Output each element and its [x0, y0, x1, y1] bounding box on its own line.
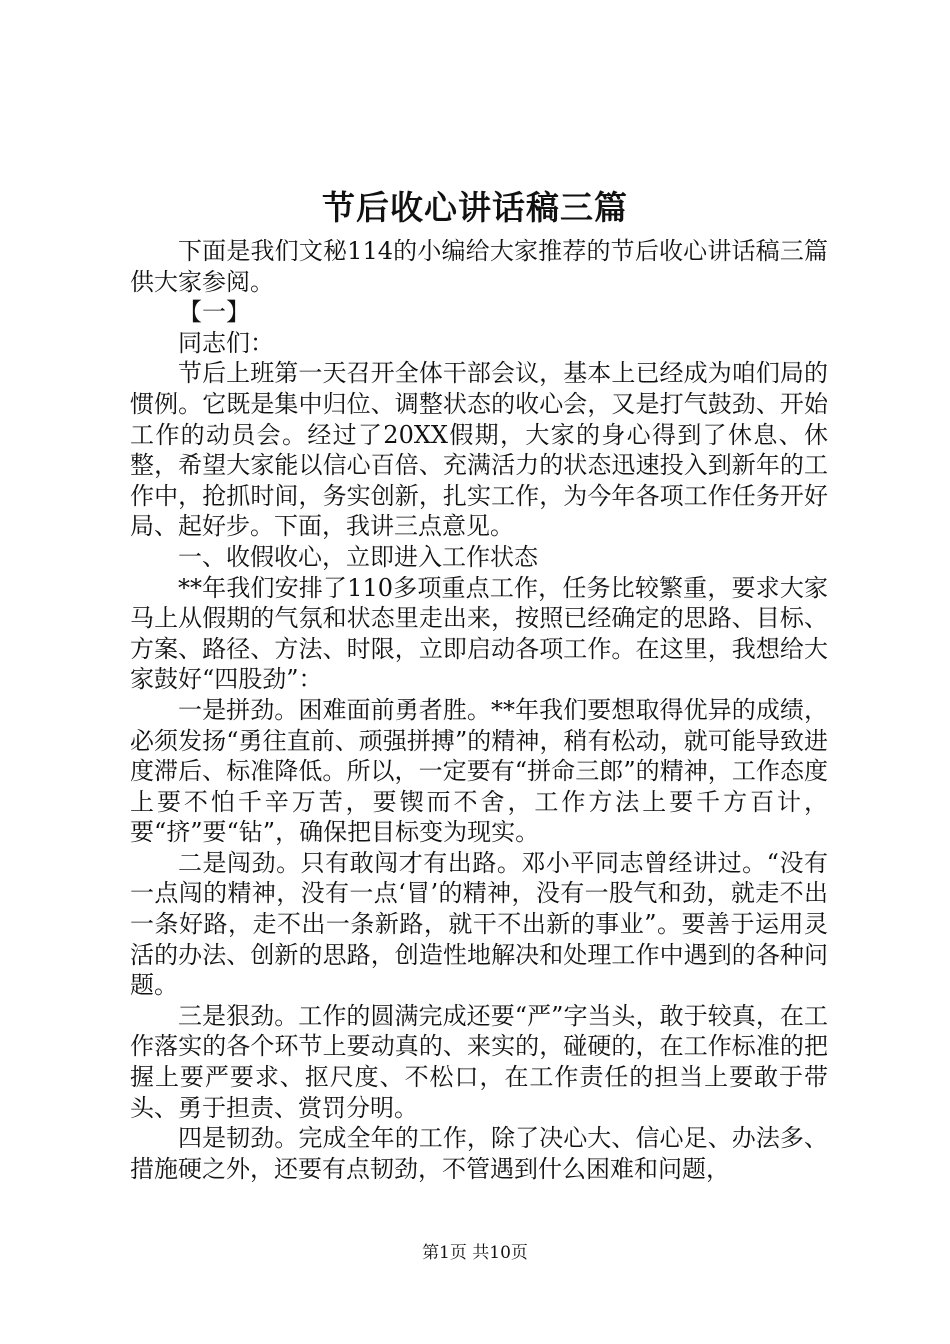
section-heading: 一、收假收心，立即进入工作状态: [178, 542, 538, 571]
body-paragraph: 节后上班第一天召开全体干部会议，基本上已经成为咱们局的惯例。它既是集中归位、调整状态的收心会，又是打气鼓劲、开始工作的动员会。经过了20XX假期，大家的身心得到了休息、休整，希望大家能以信心百倍、充满活力的状态迅速投入到新年的工作中，抢抓时间，务实创新，扎实工作，为今年各项工作任务开好局、起好步。下面，我讲三点意见。: [130, 359, 828, 541]
page-footer: 第1页 共10页: [422, 1243, 528, 1263]
section-marker: 【一】: [178, 298, 250, 327]
body-paragraph: **年我们安排了110多项重点工作，任务比较繁重，要求大家马上从假期的气氛和状态里走出来，按照已经确定的思路、目标、方案、路径、方法、时限，立即启动各项工作。在这里，我想给大家鼓好“四股劲”：: [130, 573, 828, 694]
document-body: [130, 236, 828, 1184]
intro-paragraph: 下面是我们文秘114的小编给大家推荐的节后收心讲话稿三篇供大家参阅。: [130, 237, 828, 296]
body-paragraph: 四是韧劲。完成全年的工作，除了决心大、信心足、办法多、措施硬之外，还要有点韧劲，不管遇到什么困难和问题，: [130, 1124, 828, 1183]
body-paragraph: 三是狠劲。工作的圆满完成还要“严”字当头，敢于较真，在工作落实的各个环节上要动真的、来实的，碰硬的，在工作标准的把握上要严要求、抠尺度、不松口，在工作责任的担当上要敢于带头、勇于担责、赏罚分明。: [130, 1001, 828, 1122]
body-paragraph: 二是闯劲。只有敢闯才有出路。邓小平同志曾经讲过。“没有一点闯的精神，没有一点‘冒’的精神，没有一股气和劲，就走不出一条好路，走不出一条新路，就干不出新的事业”。要善于运用灵活的办法、创新的思路，创造性地解决和处理工作中遇到的各种问题。: [130, 848, 828, 1000]
salutation: 同志们：: [178, 328, 274, 357]
body-paragraph: 一是拼劲。困难面前勇者胜。**年我们要想取得优异的成绩，必须发扬“勇往直前、顽强拼搏”的精神，稍有松动，就可能导致进度滞后、标准降低。所以，一定要有“拼命三郎”的精神，工作态度上要不怕千辛万苦，要锲而不舍，工作方法上要千方百计，要“挤”要“钻”，确保把目标变为现实。: [130, 695, 828, 847]
document-title: 节后收心讲话稿三篇: [322, 188, 628, 227]
